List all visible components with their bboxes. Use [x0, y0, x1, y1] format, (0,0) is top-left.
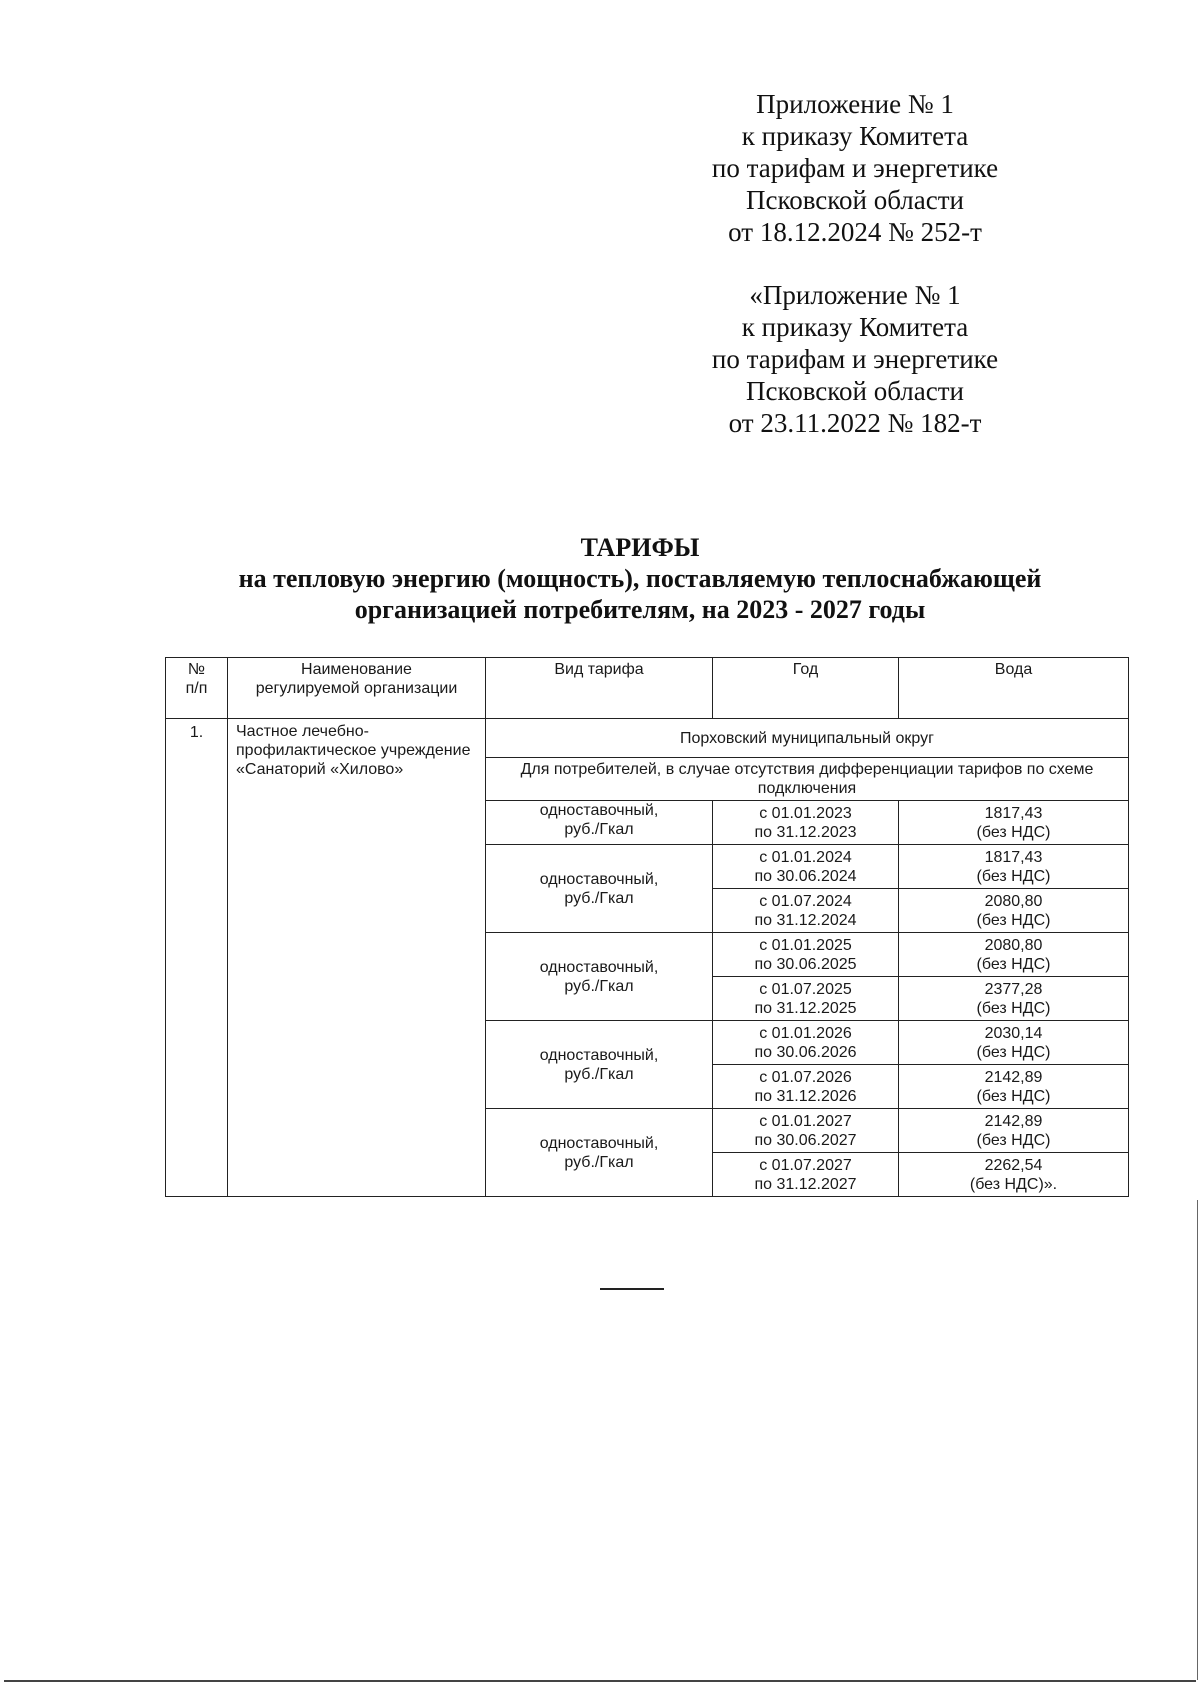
- appendix-original-line: от 23.11.2022 № 182-т: [728, 408, 982, 438]
- title-line-1: на тепловую энергию (мощность), поставляемую теплоснабжающей: [238, 564, 1042, 593]
- tariff-value-cell: 2080,80 (без НДС): [899, 933, 1129, 977]
- table-row: [166, 719, 1129, 758]
- document-title: [150, 532, 1130, 625]
- tariff-value-cell: 2142,89 (без НДС): [899, 1109, 1129, 1153]
- region-name: Порховский муниципальный округ: [486, 719, 1129, 758]
- title-heading: ТАРИФЫ: [580, 533, 700, 562]
- header-water: Вода: [899, 658, 1129, 719]
- consumer-note: Для потребителей, в случае отсутствия дифференциации тарифов по схеме подключения: [486, 758, 1129, 801]
- appendix-current-line: по тарифам и энергетике: [711, 153, 999, 183]
- table-header-row: [166, 658, 1129, 719]
- appendix-current-line: к приказу Комитета: [741, 121, 969, 151]
- organization-name: Частное лечебно-профилактическое учреждение «Санаторий «Хилово»: [228, 719, 486, 1197]
- scan-bottom-edge: [4, 1680, 1196, 1682]
- appendix-current-line: от 18.12.2024 № 252-т: [728, 217, 982, 247]
- scan-edge-line: [1197, 1200, 1198, 1680]
- end-separator-line: [600, 1288, 664, 1290]
- period-cell: с 01.01.2023 по 31.12.2023: [713, 801, 899, 845]
- period-cell: с 01.01.2027 по 30.06.2027: [713, 1109, 899, 1153]
- tariff-value-cell: 2262,54 (без НДС)».: [899, 1153, 1129, 1197]
- row-number: 1.: [166, 719, 228, 1197]
- header-year: Год: [713, 658, 899, 719]
- header-organization: Наименование регулируемой организации: [228, 658, 486, 719]
- appendix-current-line: Псковской области: [745, 185, 964, 215]
- period-cell: с 01.07.2027 по 31.12.2027: [713, 1153, 899, 1197]
- tariff-value-cell: 1817,43 (без НДС): [899, 845, 1129, 889]
- tariff-value-cell: 2142,89 (без НДС): [899, 1065, 1129, 1109]
- tariff-type-cell: одноставочный, руб./Гкал: [486, 845, 713, 933]
- tariff-value-cell: 2080,80 (без НДС): [899, 889, 1129, 933]
- appendix-original-line: Псковской области: [745, 376, 964, 406]
- tariff-value-cell: 2377,28 (без НДС): [899, 977, 1129, 1021]
- period-cell: с 01.01.2024 по 30.06.2024: [713, 845, 899, 889]
- tariff-type-cell: одноставочный, руб./Гкал: [486, 801, 713, 845]
- tariff-type-cell: одноставочный, руб./Гкал: [486, 933, 713, 1021]
- header-number: № п/п: [166, 658, 228, 719]
- title-line-2: организацией потребителям, на 2023 - 2027 годы: [354, 595, 926, 624]
- appendix-current-block: [660, 88, 1050, 439]
- period-cell: с 01.01.2026 по 30.06.2026: [713, 1021, 899, 1065]
- appendix-original-line: «Приложение № 1: [749, 280, 961, 310]
- header-tariff-type: Вид тарифа: [486, 658, 713, 719]
- period-cell: с 01.07.2024 по 31.12.2024: [713, 889, 899, 933]
- appendix-current-line: Приложение № 1: [756, 89, 954, 119]
- tariff-value-cell: 1817,43 (без НДС): [899, 801, 1129, 845]
- tariff-table: [165, 657, 1129, 1197]
- tariff-type-cell: одноставочный, руб./Гкал: [486, 1021, 713, 1109]
- period-cell: с 01.07.2025 по 31.12.2025: [713, 977, 899, 1021]
- period-cell: с 01.07.2026 по 31.12.2026: [713, 1065, 899, 1109]
- tariff-type-cell: одноставочный, руб./Гкал: [486, 1109, 713, 1197]
- appendix-original-line: по тарифам и энергетике: [711, 344, 999, 374]
- period-cell: с 01.01.2025 по 30.06.2025: [713, 933, 899, 977]
- tariff-value-cell: 2030,14 (без НДС): [899, 1021, 1129, 1065]
- appendix-original-line: к приказу Комитета: [741, 312, 969, 342]
